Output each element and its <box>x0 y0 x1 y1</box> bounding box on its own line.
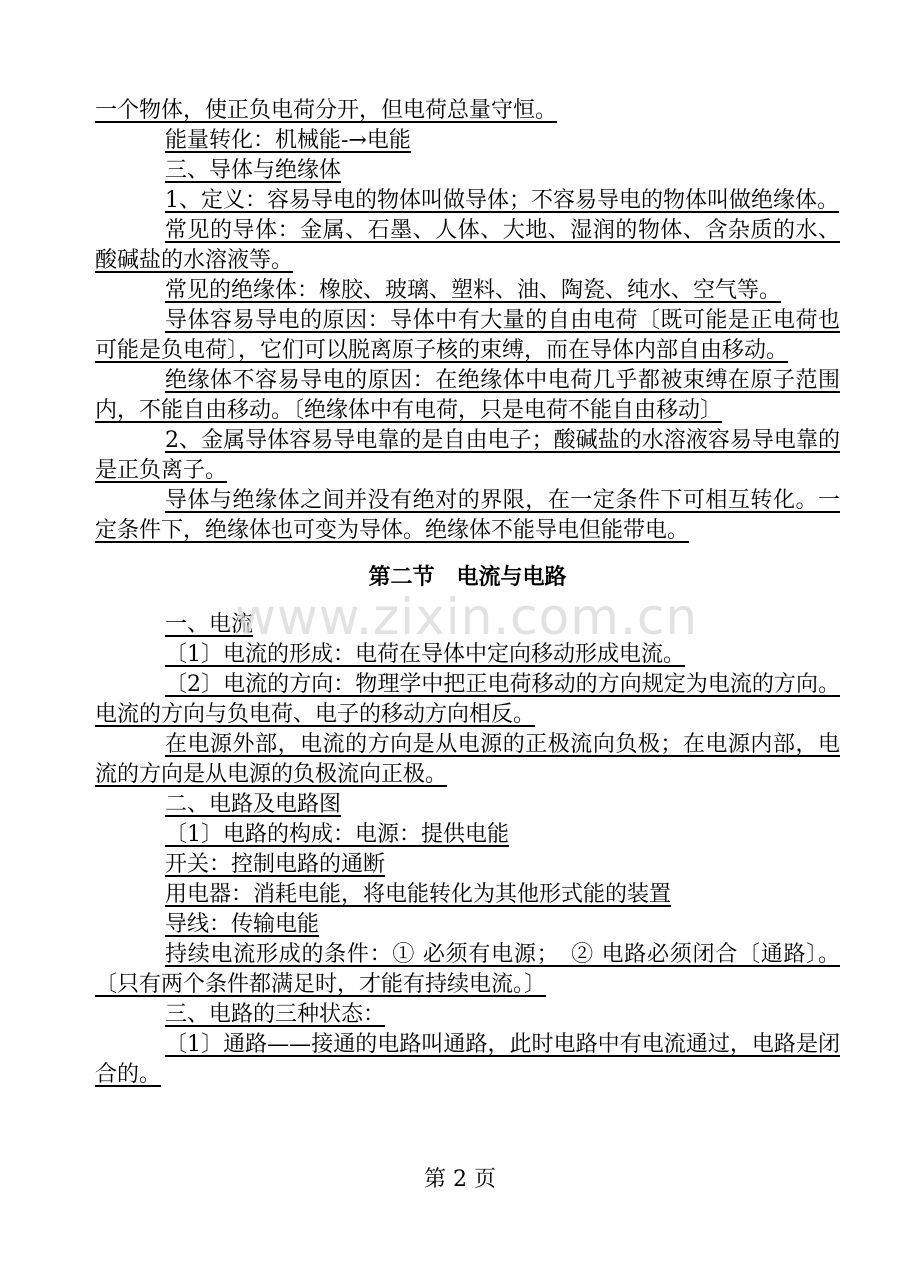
document-body <box>95 96 840 1090</box>
paragraph: 常见的绝缘体：橡胶、玻璃、塑料、油、陶瓷、纯水、空气等。 <box>165 278 782 303</box>
paragraph: 开关：控制电路的通断 <box>165 852 386 877</box>
paragraph: 〔1〕通路——接通的电路叫通路，此时电路中有电流通过，电路是闭合的。 <box>95 1032 840 1087</box>
paragraph: 绝缘体不容易导电的原因：在绝缘体中电荷几乎都被束缚在原子范围内，不能自由移动。〔绝缘体中有电荷，只是电荷不能自由移动〕 <box>95 368 840 423</box>
subheading: 二、电路及电路图 <box>165 792 342 817</box>
paragraph: 一个物体，使正负电荷分开，但电荷总量守恒。 <box>95 98 558 123</box>
paragraph: 〔1〕电流的形成：电荷在导体中定向移动形成电流。 <box>165 642 685 667</box>
paragraph: 用电器：消耗电能，将电能转化为其他形式能的装置 <box>165 882 672 907</box>
paragraph: 导体容易导电的原因：导体中有大量的自由电荷〔既可能是正电荷也可能是负电荷〕，它们可以脱离原子核的束缚，而在导体内部自由移动。 <box>95 308 840 363</box>
paragraph: 持续电流形成的条件：① 必须有电源； ② 电路必须闭合〔通路〕。〔只有两个条件都满足时，才能有持续电流。〕 <box>95 942 840 997</box>
paragraph: 能量转化：机械能-→电能 <box>165 128 411 153</box>
paragraph: 〔2〕电流的方向：物理学中把正电荷移动的方向规定为电流的方向。电流的方向与负电荷、电子的移动方向相反。 <box>95 672 840 727</box>
page-number: 第 2 页 <box>424 1167 496 1192</box>
paragraph: 1、定义：容易导电的物体叫做导体；不容易导电的物体叫做绝缘体。 <box>165 188 839 213</box>
paragraph: 导线：传输电能 <box>165 912 320 937</box>
paragraph: 〔1〕电路的构成：电源：提供电能 <box>165 822 509 847</box>
paragraph: 在电源外部，电流的方向是从电源的正极流向负极；在电源内部，电流的方向是从电源的负极流向正极。 <box>95 732 840 787</box>
subheading: 一、电流 <box>165 612 254 637</box>
watermark: www.zixin.com.cn <box>235 588 699 646</box>
subheading: 三、导体与绝缘体 <box>165 158 342 183</box>
section-title: 第二节 电流与电路 <box>368 565 567 590</box>
paragraph: 常见的导体：金属、石墨、人体、大地、湿润的物体、含杂质的水、酸碱盐的水溶液等。 <box>95 218 840 273</box>
paragraph: 2、金属导体容易导电靠的是自由电子；酸碱盐的水溶液容易导电靠的是正负离子。 <box>95 428 840 483</box>
subheading: 三、电路的三种状态： <box>165 1002 386 1027</box>
paragraph: 导体与绝缘体之间并没有绝对的界限，在一定条件下可相互转化。一定条件下，绝缘体也可变为导体。绝缘体不能导电但能带电。 <box>95 488 840 543</box>
